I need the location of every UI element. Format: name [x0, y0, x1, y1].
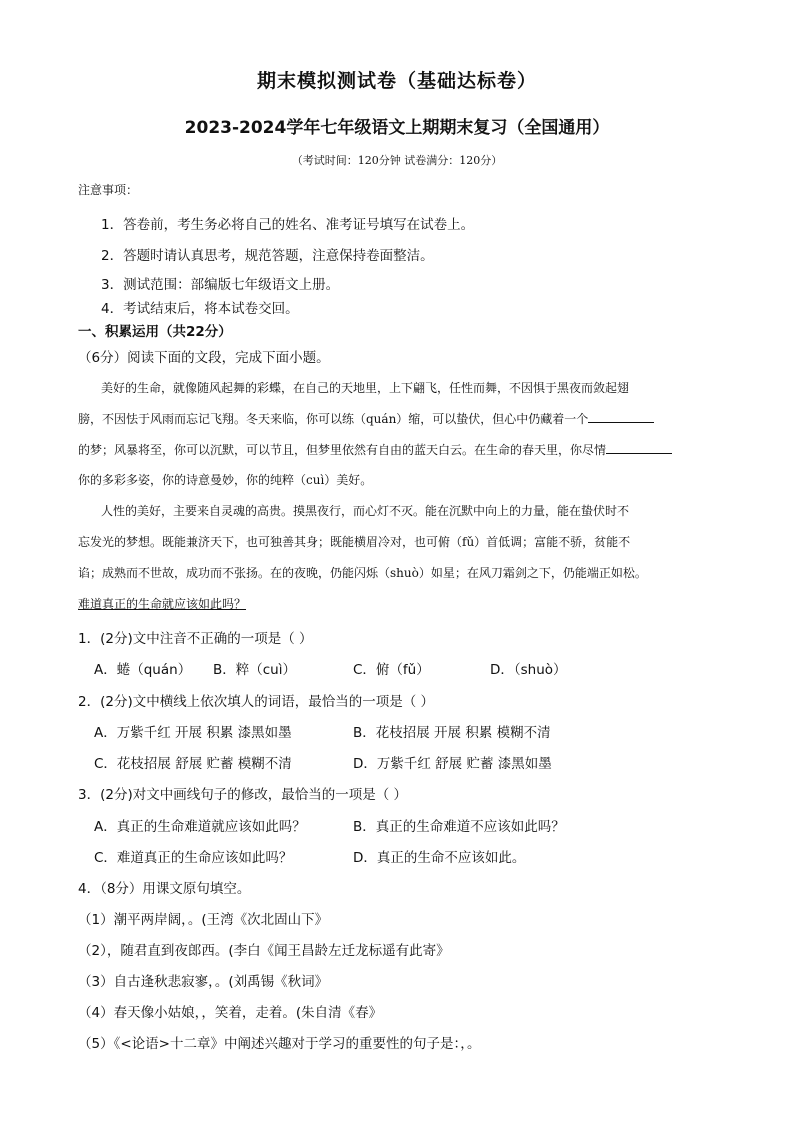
notes-heading: 注意事项： — [78, 183, 139, 197]
q3-stem: 3．(2分)对文中画线句子的修改，最恰当的一项是（ ） — [78, 787, 408, 803]
section-heading: 一、积累运用（共22分） — [78, 324, 232, 340]
q3-option-c[interactable]: C．难道真正的生命应该如此吗？ — [94, 850, 293, 866]
exam-title: 期末模拟测试卷（基础达标卷） — [256, 70, 537, 92]
note-item-3: 3．测试范围：部编版七年级语文上册。 — [101, 277, 340, 293]
q3-option-b[interactable]: B．真正的生命难道不应该如此吗？ — [353, 819, 565, 835]
note-item-4: 4．考试结束后，将本试卷交回。 — [101, 301, 299, 317]
q1-stem: 1．(2分)文中注音不正确的一项是（ ） — [78, 631, 313, 647]
passage-line: 谄；成熟而不世故，成功而不张扬。在的夜晚，仍能闪烁（shuò）如星；在风刀霜剑之下，仍能端正如松。 — [78, 566, 647, 580]
section-intro: （6分）阅读下面的文段，完成下面小题。 — [78, 350, 330, 366]
q4-item-1: （1）潮平两岸阔，。(王湾《次北固山下》 — [78, 912, 329, 928]
q4-item-3: （3）自古逢秋悲寂寥，。(刘禹锡《秋词》 — [78, 974, 329, 990]
q2-option-b[interactable]: B．花枝招展 开展 积累 模糊不清 — [353, 725, 551, 741]
note-item-1: 1．答卷前，考生务必将自己的姓名、准考证号填写在试卷上。 — [101, 217, 475, 233]
q2-stem: 2．(2分)文中横线上依次填人的词语，最恰当的一项是（ ） — [78, 694, 435, 710]
q1-option-a[interactable]: A．蜷（quán） — [94, 662, 192, 678]
q4-item-4: （4）春天像小姑娘，，笑着，走着。(朱自清《春》 — [78, 1005, 383, 1021]
fill-blank — [588, 410, 654, 423]
passage-line: 美好的生命，就像随风起舞的彩蝶，在自己的天地里，上下翩飞，任性而舞，不因惧于黑夜而敛起翅 — [101, 381, 630, 395]
q4-stem: 4．（8分）用课文原句填空。 — [78, 881, 251, 897]
q3-option-a[interactable]: A．真正的生命难道就应该如此吗？ — [94, 819, 306, 835]
q1-option-d[interactable]: D．（shuò） — [490, 662, 567, 678]
exam-info: （考试时间：120分钟 试卷满分：120分） — [291, 154, 503, 167]
exam-subtitle: 2023-2024学年七年级语文上期期末复习（全国通用） — [184, 118, 610, 138]
q4-item-2: （2），随君直到夜郎西。(李白《闻王昌龄左迁龙标遥有此寄》 — [78, 943, 450, 959]
q2-option-a[interactable]: A．万紫千红 开展 积累 漆黑如墨 — [94, 725, 292, 741]
passage-line: 忘发光的梦想。既能兼济天下，也可独善其身；既能横眉冷对，也可俯（fǔ）首低调；富能不骄，贫能不 — [78, 535, 631, 549]
passage-line: 你的多彩多姿，你的诗意曼妙，你的纯粹（cuì）美好。 — [78, 473, 373, 487]
passage-text: 膀，不因怯于风雨而忘记飞翔。冬天来临，你可以练（quán）缩，可以蛰伏，但心中仍藏着一个 — [78, 412, 589, 426]
q2-option-c[interactable]: C．花枝招展 舒展 贮蓄 模糊不清 — [94, 756, 292, 772]
q1-option-b[interactable]: B．粹（cuì） — [213, 662, 296, 678]
passage-line — [78, 410, 654, 427]
note-item-2: 2．答题时请认真思考，规范答题，注意保持卷面整洁。 — [101, 248, 434, 264]
q1-option-c[interactable]: C．俯（fǔ） — [353, 662, 430, 678]
underlined-sentence: 难道真正的生命就应该如此吗？ — [78, 597, 247, 611]
q4-item-5: （5）《<论语>十二章》中阐述兴趣对于学习的重要性的句子是：，。 — [78, 1036, 481, 1052]
passage-text: 的梦；风暴将至，你可以沉默，可以节且，但梦里依然有自由的蓝天白云。在生命的春天里，你尽情 — [78, 443, 607, 457]
q3-option-d[interactable]: D．真正的生命不应该如此。 — [353, 850, 526, 866]
passage-line — [78, 441, 672, 458]
q2-option-d[interactable]: D．万紫千红 舒展 贮蓄 漆黑如墨 — [353, 756, 552, 772]
fill-blank — [606, 441, 672, 454]
passage-line: 人性的美好，主要来自灵魂的高贵。摸黑夜行，而心灯不灭。能在沉默中向上的力量，能在蛰伏时不 — [101, 504, 630, 518]
